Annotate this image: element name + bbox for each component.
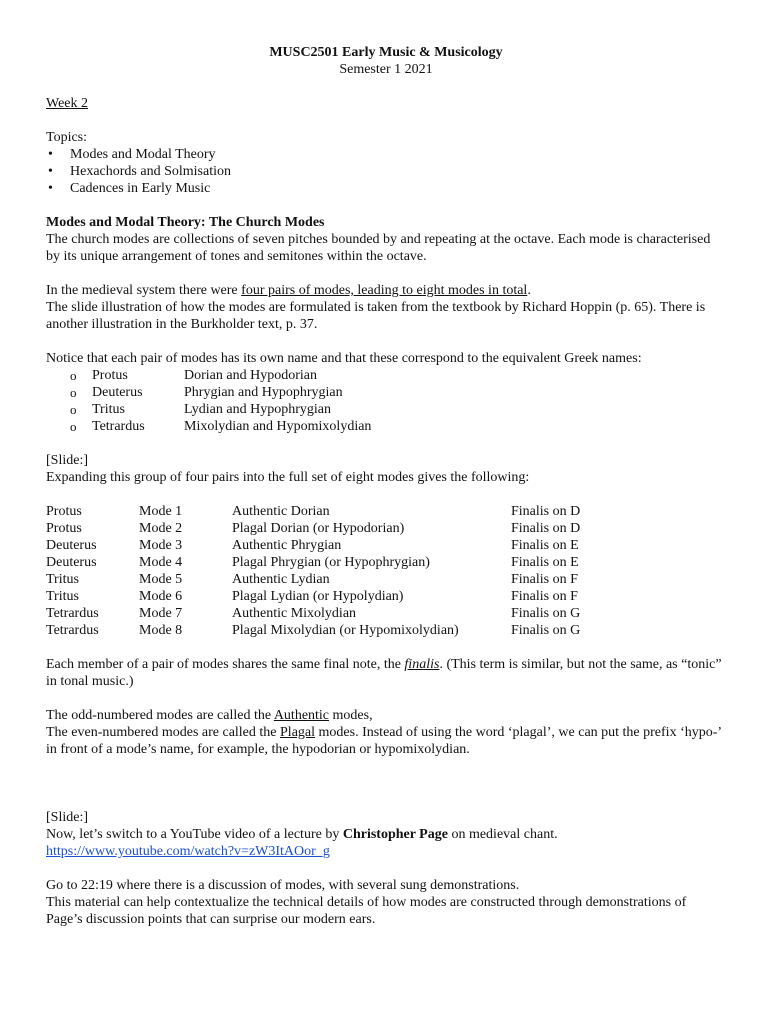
mode-pairs-list: [46, 367, 726, 435]
mode-pair-item: o Protus Dorian and Hypodorian: [70, 368, 317, 383]
table-row: Protus Mode 2 Plagal Dorian (or Hypodorian) Finalis on D: [46, 521, 581, 536]
intro-paragraph: The church modes are collections of seven pitches bounded by and repeating at the octave. Each mode is characterised by its unique arrangement of tones and semitones within the octave.: [46, 232, 711, 264]
table-row: Tritus Mode 5 Authentic Lydian Finalis on F: [46, 572, 578, 587]
youtube-paragraph: Now, let’s switch to a YouTube video of a lecture by Christopher Page on medieval chant.: [46, 827, 558, 842]
medieval-system-paragraph: In the medieval system there were four pairs of modes, leading to eight modes in total.: [46, 283, 531, 298]
plagal-paragraph: The even-numbered modes are called the Plagal modes. Instead of using the word ‘plagal’, we can put the prefix ‘hypo-’ in front of a mode’s name, for example, the hypodorian or hypomixolydian.: [46, 725, 722, 757]
lecturer-name: Christopher Page: [342, 827, 448, 842]
course-title: MUSC2501 Early Music & Musicology: [269, 45, 503, 60]
table-row: Tetrardus Mode 7 Authentic Mixolydian Finalis on G: [46, 606, 581, 621]
table-row: Tritus Mode 6 Plagal Lydian (or Hypolydian) Finalis on F: [46, 589, 578, 604]
plagal-term: Plagal: [280, 725, 316, 740]
topics-list: [46, 146, 726, 197]
section-heading-modes: Modes and Modal Theory: The Church Modes: [46, 215, 325, 230]
table-row: Protus Mode 1 Authentic Dorian Finalis on D: [46, 504, 581, 519]
semester-label: Semester 1 2021: [339, 62, 433, 77]
authentic-paragraph: The odd-numbered modes are called the Authentic modes,: [46, 708, 373, 723]
document-page: [46, 44, 726, 928]
slide-label: [Slide:]: [46, 453, 88, 468]
table-row: Deuterus Mode 4 Plagal Phrygian (or Hypophrygian) Finalis on E: [46, 555, 579, 570]
topic-item: • Cadences in Early Music: [46, 180, 726, 197]
table-row: Deuterus Mode 3 Authentic Phrygian Finalis on E: [46, 538, 579, 553]
expanding-paragraph: Expanding this group of four pairs into the full set of eight modes gives the following:: [46, 470, 530, 485]
week-heading: Week 2: [46, 96, 89, 111]
mode-pair-item: o Tetrardus Mixolydian and Hypomixolydian: [70, 419, 372, 434]
modes-table: [46, 503, 580, 639]
topic-item: • Modes and Modal Theory: [46, 146, 726, 163]
timestamp-paragraph: Go to 22:19 where there is a discussion of modes, with several sung demonstrations.: [46, 878, 520, 893]
context-paragraph: This material can help contextualize the technical details of how modes are constructed through demonstrations of Page’s discussion points that can surprise our modern ears.: [46, 895, 687, 927]
table-row: Tetrardus Mode 8 Plagal Mixolydian (or Hypomixolydian) Finalis on G: [46, 623, 581, 638]
finalis-paragraph: Each member of a pair of modes shares the same final note, the finalis. (This term is similar, but not the same, as “tonic” in tonal music.): [46, 657, 722, 689]
underlined-phrase: four pairs of modes, leading to eight modes in total: [241, 283, 528, 298]
youtube-link[interactable]: https://www.youtube.com/watch?v=zW3ItAOor_g: [46, 844, 330, 859]
illustration-paragraph: The slide illustration of how the modes are formulated is taken from the textbook by Richard Hoppin (p. 65). There is another illustration in the Burkholder text, p. 37.: [46, 300, 706, 332]
topic-item: • Hexachords and Solmisation: [46, 163, 726, 180]
greek-names-paragraph: Notice that each pair of modes has its own name and that these correspond to the equivalent Greek names:: [46, 351, 642, 366]
finalis-term: finalis: [404, 657, 440, 672]
authentic-term: Authentic: [273, 708, 330, 723]
mode-pair-item: o Tritus Lydian and Hypophrygian: [70, 402, 331, 417]
mode-pair-item: o Deuterus Phrygian and Hypophrygian: [70, 385, 343, 400]
slide-label: [Slide:]: [46, 810, 88, 825]
topics-label: Topics:: [46, 130, 88, 145]
